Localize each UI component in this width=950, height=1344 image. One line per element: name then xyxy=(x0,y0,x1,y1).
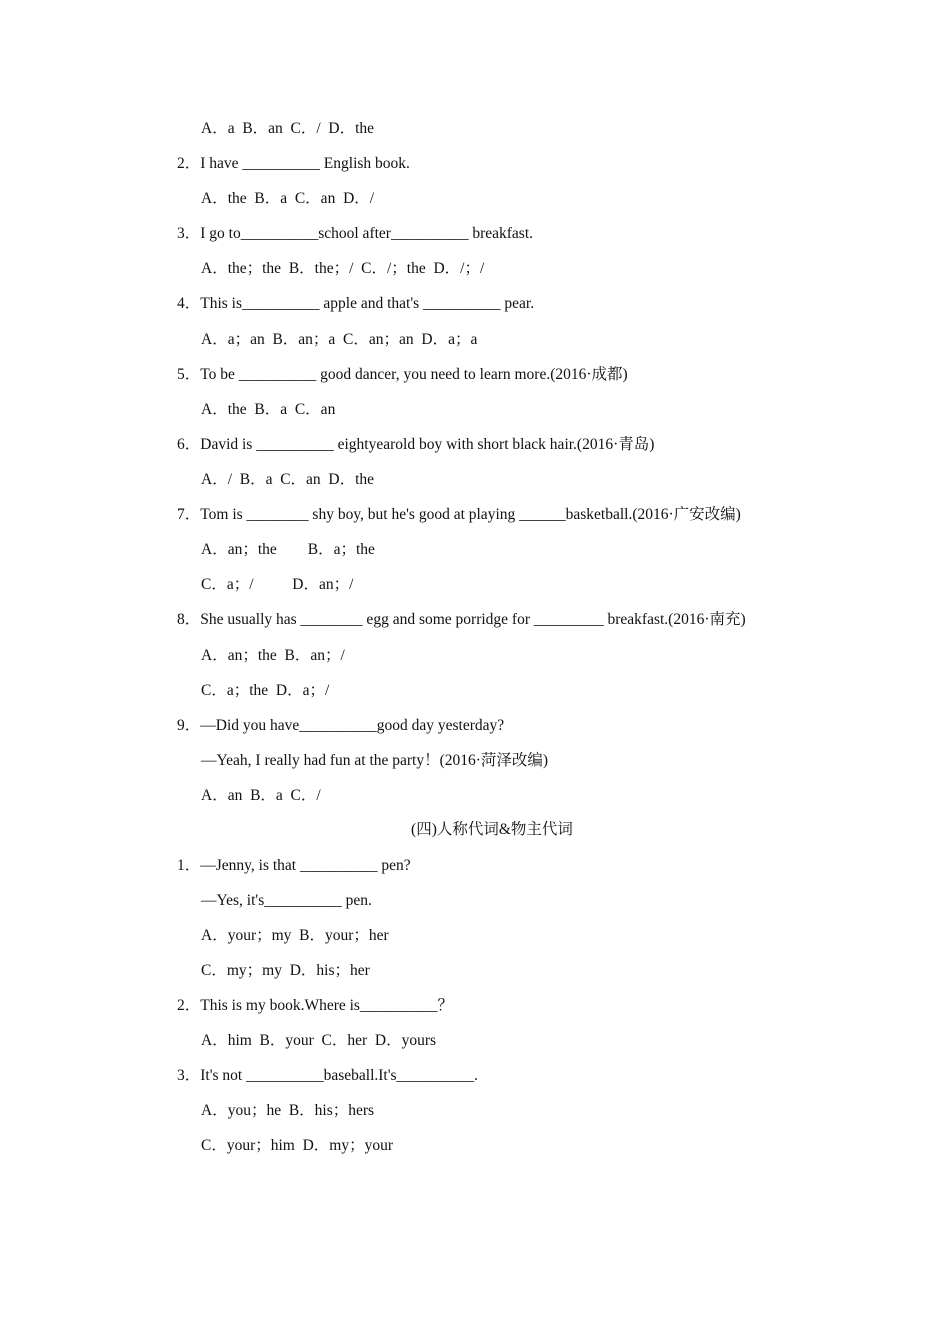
option-line: C．a；/ D．an；/ xyxy=(201,576,354,593)
option-line: A．an B．a C．/ xyxy=(201,787,321,804)
option-line: A．a；an B．an；a C．an；an D．a；a xyxy=(201,331,478,348)
question-line: 1．—Jenny, is that __________ pen? xyxy=(177,857,411,874)
option-line: A．the B．a C．an xyxy=(201,401,336,418)
option-line: A．you；he B．his；hers xyxy=(201,1102,375,1119)
section-heading: (四)人称代词&物主代词 xyxy=(411,821,573,838)
option-line: A．the B．a C．an D．/ xyxy=(201,190,375,207)
question-line: 2．This is my book.Where is__________？ xyxy=(177,997,453,1014)
question-line: 2．I have __________ English book. xyxy=(177,155,410,172)
option-line: A．/ B．a C．an D．the xyxy=(201,471,375,488)
question-line: 9．—Did you have__________good day yesterday? xyxy=(177,717,505,734)
question-line: 7．Tom is ________ shy boy, but he's good at playing ______basketball.(2016·广安改编) xyxy=(177,506,741,523)
answer-line: —Yeah, I really had fun at the party！(2016·菏泽改编) xyxy=(201,752,549,769)
option-line: A．the；the B．the；/ C．/；the D．/；/ xyxy=(201,260,485,277)
answer-line: —Yes, it's__________ pen. xyxy=(201,892,372,909)
question-line: 3．I go to__________school after__________ breakfast. xyxy=(177,225,534,242)
option-line: A．an；the B．a；the xyxy=(201,541,375,558)
option-line: A．him B．your C．her D．yours xyxy=(201,1032,437,1049)
option-line: C．your；him D．my；your xyxy=(201,1137,394,1154)
option-line: C．a；the D．a；/ xyxy=(201,682,330,699)
question-line: 4．This is__________ apple and that's __________ pear. xyxy=(177,295,535,312)
question-line: 3．It's not __________baseball.It's__________. xyxy=(177,1067,478,1084)
question-line: 5．To be __________ good dancer, you need to learn more.(2016·成都) xyxy=(177,366,628,383)
option-line: C．my；my D．his；her xyxy=(201,962,370,979)
option-line: A．an；the B．an；/ xyxy=(201,647,345,664)
question-line: 8．She usually has ________ egg and some porridge for _________ breakfast.(2016·南充) xyxy=(177,611,746,628)
option-line: A．a B．an C．/ D．the xyxy=(201,120,375,137)
option-line: A．your；my B．your；her xyxy=(201,927,389,944)
question-line: 6．David is __________ eightyearold boy with short black hair.(2016·青岛) xyxy=(177,436,655,453)
